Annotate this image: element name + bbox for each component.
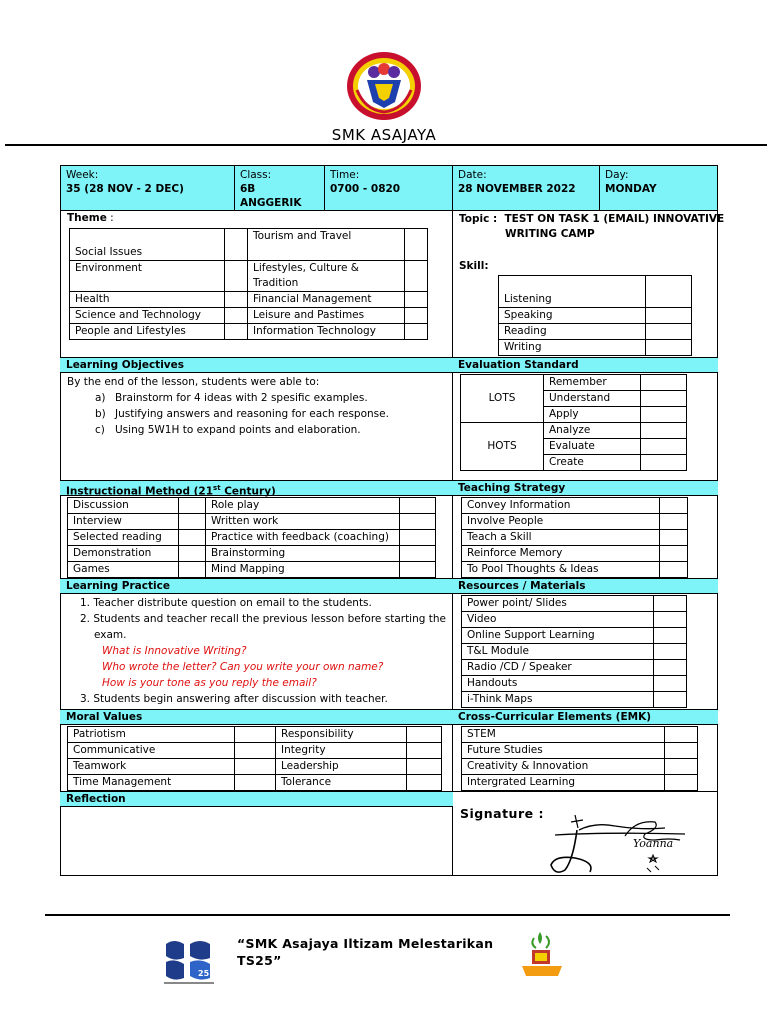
theme-item: Financial Management (248, 292, 405, 308)
moral-item: Leadership (276, 759, 407, 775)
objectives-intro: By the end of the lesson, students were able to: (67, 376, 320, 388)
hots-label: HOTS (461, 423, 544, 471)
resources-table (461, 595, 687, 708)
practice-step: 2. Students and teacher recall the previous lesson before starting the (80, 613, 446, 625)
week-value: 35 (28 NOV - 2 DEC) (66, 183, 184, 195)
skill-table (498, 275, 692, 356)
moral-item: Time Management (68, 775, 235, 791)
motto-line: TS25” (237, 953, 282, 968)
objectives-list (95, 390, 389, 438)
moral-item: Teamwork (68, 759, 235, 775)
theme-item: People and Lifestyles (70, 324, 225, 340)
header-divider (5, 144, 767, 146)
practice-step: 1. Teacher distribute question on email to the students. (80, 597, 372, 609)
emk-item: Creativity & Innovation (462, 759, 665, 775)
eval-item: Remember (544, 375, 641, 391)
evaluation-standard-heading: Evaluation Standard (452, 357, 718, 373)
theme-item: Environment (70, 261, 225, 292)
instructional-method-heading: Instructional Method (21st Century) (60, 480, 453, 496)
class-value: 6B ANGGERIK (240, 183, 302, 209)
theme-item: Lifestyles, Culture & Tradition (248, 261, 405, 292)
eval-item: Create (544, 455, 641, 471)
strategy-item: Involve People (462, 514, 660, 530)
topic-text: TEST ON TASK 1 (EMAIL) INNOVATIVE (504, 213, 725, 225)
column-divider (452, 210, 453, 876)
theme-item: Social Issues (70, 229, 225, 261)
lots-label: LOTS (461, 375, 544, 423)
method-item: Selected reading (68, 530, 179, 546)
practice-question: What is Innovative Writing? (102, 645, 247, 657)
resource-item: i-Think Maps (462, 692, 654, 708)
time-cell (324, 165, 453, 211)
method-item: Games (68, 562, 179, 578)
moral-item: Patriotism (68, 727, 235, 743)
theme-item: Information Technology (248, 324, 405, 340)
adab-logo (518, 928, 566, 978)
strategy-item: Teach a Skill (462, 530, 660, 546)
reflection-heading: Reflection (60, 791, 453, 807)
theme-item: Science and Technology (70, 308, 225, 324)
signature-drawing (545, 810, 715, 880)
class-label: Class: (240, 169, 272, 181)
week-label: Week: (66, 169, 99, 181)
topic-text-2: WRITING CAMP (505, 228, 595, 240)
svg-text:25: 25 (198, 969, 210, 978)
emk-table (461, 726, 698, 791)
practice-question: How is your tone as you reply the email? (102, 677, 317, 689)
method-item: Demonstration (68, 546, 179, 562)
week-cell (60, 165, 235, 211)
emk-item: Intergrated Learning (462, 775, 665, 791)
theme-heading: Theme : (67, 212, 114, 224)
day-value: MONDAY (605, 183, 657, 195)
learning-objectives-heading: Learning Objectives (60, 357, 453, 373)
signature-divider (452, 791, 718, 792)
resource-item: Radio /CD / Speaker (462, 660, 654, 676)
school-name: SMK ASAJAYA (331, 126, 437, 144)
time-label: Time: (330, 169, 360, 181)
school-crest-logo (345, 50, 423, 122)
resource-item: Online Support Learning (462, 628, 654, 644)
practice-question: Who wrote the letter? Can you write your own name? (102, 661, 384, 673)
eval-item: Evaluate (544, 439, 641, 455)
teaching-strategy-heading: Teaching Strategy (452, 480, 718, 496)
method-item: Interview (68, 514, 179, 530)
skill-item: Writing (499, 340, 646, 356)
eval-item: Analyze (544, 423, 641, 439)
evaluation-table (460, 374, 687, 471)
moral-item: Tolerance (276, 775, 407, 791)
date-label: Date: (458, 169, 487, 181)
class-cell (234, 165, 325, 211)
resources-heading: Resources / Materials (452, 578, 718, 594)
time-value: 0700 - 0820 (330, 183, 401, 195)
skill-item: Reading (499, 324, 646, 340)
date-cell (452, 165, 600, 211)
resource-item: Power point/ Slides (462, 596, 654, 612)
ts25-logo (160, 936, 218, 986)
topic-label: Topic : (459, 213, 498, 225)
practice-step: 3. Students begin answering after discussion with teacher. (80, 693, 388, 705)
instructional-table (67, 497, 436, 578)
theme-item: Leisure and Pastimes (248, 308, 405, 324)
motto-line: “SMK Asajaya Iltizam Melestarikan (237, 936, 494, 951)
method-item: Written work (206, 514, 400, 530)
emk-item: Future Studies (462, 743, 665, 759)
skill-item: Speaking (499, 308, 646, 324)
resource-item: Handouts (462, 676, 654, 692)
resource-item: T&L Module (462, 644, 654, 660)
strategy-item: Reinforce Memory (462, 546, 660, 562)
topic-block (459, 212, 724, 242)
moral-item: Communicative (68, 743, 235, 759)
signature-label: Signature : (460, 806, 544, 821)
eval-item: Understand (544, 391, 641, 407)
emk-heading: Cross-Curricular Elements (EMK) (452, 709, 718, 725)
objective-item: b) Justifying answers and reasoning for each response. (95, 408, 389, 420)
day-cell (599, 165, 718, 211)
resource-item: Video (462, 612, 654, 628)
teaching-strategy-table (461, 497, 688, 578)
theme-table (69, 228, 428, 340)
theme-item: Tourism and Travel (248, 229, 405, 261)
practice-step-cont: exam. (94, 629, 127, 641)
school-motto (237, 935, 493, 969)
skill-label: Skill: (459, 260, 489, 272)
method-item: Mind Mapping (206, 562, 400, 578)
day-label: Day: (605, 169, 629, 181)
moral-values-heading: Moral Values (60, 709, 453, 725)
method-item: Practice with feedback (coaching) (206, 530, 400, 546)
skill-item: Listening (499, 276, 646, 308)
method-item: Role play (206, 498, 400, 514)
theme-item: Health (70, 292, 225, 308)
moral-item: Responsibility (276, 727, 407, 743)
date-value: 28 NOVEMBER 2022 (458, 183, 576, 195)
moral-values-table (67, 726, 442, 791)
moral-item: Integrity (276, 743, 407, 759)
objective-item: a) Brainstorm for 4 ideas with 2 spesific examples. (95, 392, 368, 404)
strategy-item: Convey Information (462, 498, 660, 514)
objective-item: c) Using 5W1H to expand points and elaboration. (95, 424, 361, 436)
strategy-item: To Pool Thoughts & Ideas (462, 562, 660, 578)
emk-item: STEM (462, 727, 665, 743)
method-item: Discussion (68, 498, 179, 514)
eval-item: Apply (544, 407, 641, 423)
footer-divider (45, 914, 730, 916)
method-item: Brainstorming (206, 546, 400, 562)
svg-text:Yoanna: Yoanna (633, 837, 674, 850)
learning-practice-body (80, 595, 450, 707)
learning-practice-heading: Learning Practice (60, 578, 453, 594)
